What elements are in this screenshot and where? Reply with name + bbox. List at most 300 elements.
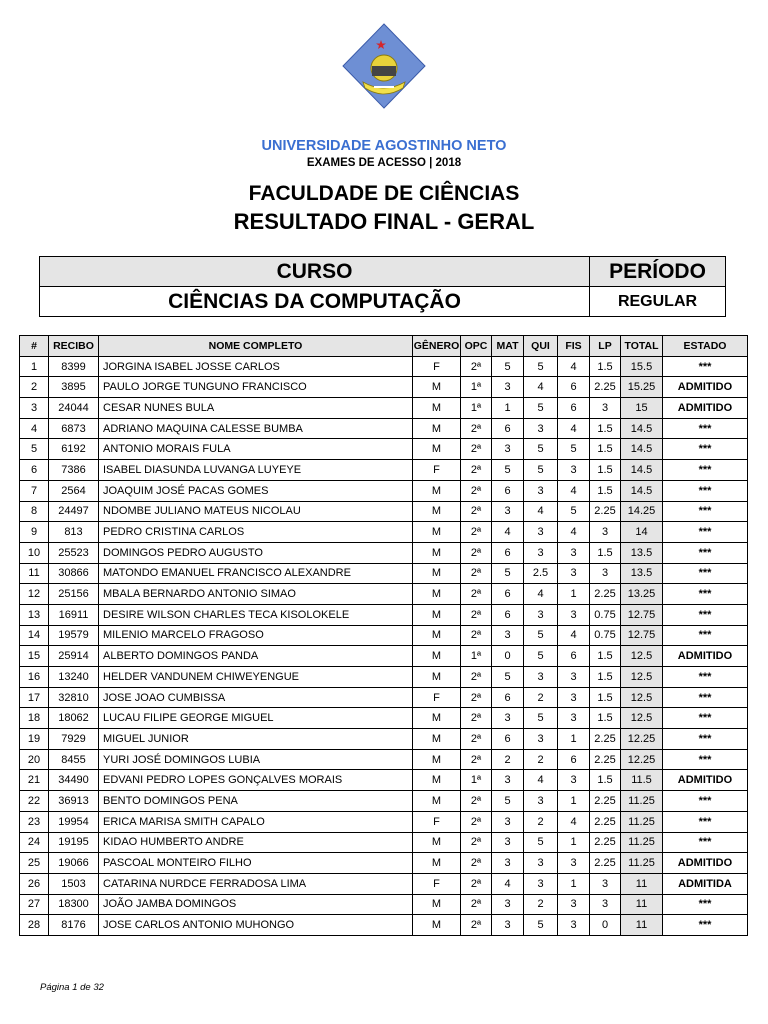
cell-recibo: 19579 (49, 625, 99, 646)
cell-genero: M (413, 625, 461, 646)
cell-qui: 5 (524, 646, 558, 667)
cell-mat: 3 (492, 501, 524, 522)
cell-opc: 2ª (461, 729, 492, 750)
cell-total: 13.5 (621, 542, 663, 563)
cell-fis: 5 (558, 501, 590, 522)
cell-nome: MIGUEL JUNIOR (99, 729, 413, 750)
cell-genero: F (413, 687, 461, 708)
cell-mat: 3 (492, 811, 524, 832)
cell-nome: NDOMBE JULIANO MATEUS NICOLAU (99, 501, 413, 522)
cell-idx: 20 (20, 749, 49, 770)
cell-recibo: 1503 (49, 873, 99, 894)
cell-lp: 1.5 (590, 542, 621, 563)
cell-recibo: 19195 (49, 832, 99, 853)
cell-estado: ADMITIDA (663, 873, 748, 894)
cell-mat: 1 (492, 398, 524, 419)
cell-mat: 3 (492, 832, 524, 853)
cell-estado: *** (663, 687, 748, 708)
cell-genero: M (413, 398, 461, 419)
cell-estado: *** (663, 439, 748, 460)
cell-mat: 4 (492, 522, 524, 543)
table-row (20, 501, 748, 522)
cell-mat: 3 (492, 894, 524, 915)
cell-mat: 2 (492, 749, 524, 770)
cell-total: 14.5 (621, 480, 663, 501)
cell-idx: 19 (20, 729, 49, 750)
cell-recibo: 7386 (49, 460, 99, 481)
cell-recibo: 36913 (49, 791, 99, 812)
cell-opc: 2ª (461, 687, 492, 708)
cell-fis: 6 (558, 398, 590, 419)
cell-fis: 4 (558, 625, 590, 646)
cell-fis: 3 (558, 667, 590, 688)
cell-genero: F (413, 811, 461, 832)
cell-genero: M (413, 584, 461, 605)
cell-genero: M (413, 667, 461, 688)
cell-estado: *** (663, 791, 748, 812)
table-header-row (20, 336, 748, 357)
cell-genero: M (413, 832, 461, 853)
cell-lp: 1.5 (590, 667, 621, 688)
table-row (20, 646, 748, 667)
cell-nome: LUCAU FILIPE GEORGE MIGUEL (99, 708, 413, 729)
cell-genero: M (413, 501, 461, 522)
cell-nome: DESIRE WILSON CHARLES TECA KISOLOKELE (99, 604, 413, 625)
cell-recibo: 8176 (49, 915, 99, 936)
cell-recibo: 24044 (49, 398, 99, 419)
cell-opc: 2ª (461, 418, 492, 439)
cell-mat: 5 (492, 667, 524, 688)
cell-nome: PAULO JORGE TUNGUNO FRANCISCO (99, 377, 413, 398)
cell-lp: 0.75 (590, 625, 621, 646)
cell-lp: 1.5 (590, 687, 621, 708)
cell-estado: *** (663, 832, 748, 853)
exam-title: EXAMES DE ACESSO | 2018 (306, 157, 462, 169)
cell-mat: 3 (492, 708, 524, 729)
cell-nome: JORGINA ISABEL JOSSE CARLOS (99, 356, 413, 377)
cell-qui: 5 (524, 460, 558, 481)
cell-genero: M (413, 522, 461, 543)
cell-recibo: 6192 (49, 439, 99, 460)
cell-fis: 4 (558, 480, 590, 501)
cell-nome: JOÃO JAMBA DOMINGOS (99, 894, 413, 915)
cell-mat: 6 (492, 480, 524, 501)
cell-genero: M (413, 708, 461, 729)
cell-recibo: 30866 (49, 563, 99, 584)
cell-nome: MILENIO MARCELO FRAGOSO (99, 625, 413, 646)
cell-estado: *** (663, 894, 748, 915)
cell-estado: *** (663, 460, 748, 481)
cell-recibo: 2564 (49, 480, 99, 501)
cell-nome: JOAQUIM JOSÉ PACAS GOMES (99, 480, 413, 501)
cell-estado: ADMITIDO (663, 377, 748, 398)
cell-fis: 6 (558, 749, 590, 770)
table-row (20, 439, 748, 460)
cell-total: 12.25 (621, 729, 663, 750)
cell-idx: 16 (20, 667, 49, 688)
cell-fis: 3 (558, 770, 590, 791)
cell-qui: 5 (524, 398, 558, 419)
cell-fis: 3 (558, 687, 590, 708)
table-row (20, 853, 748, 874)
cell-genero: M (413, 894, 461, 915)
cell-opc: 2ª (461, 439, 492, 460)
cell-qui: 5 (524, 915, 558, 936)
cell-mat: 3 (492, 770, 524, 791)
cell-idx: 27 (20, 894, 49, 915)
cell-idx: 3 (20, 398, 49, 419)
cell-total: 14.5 (621, 418, 663, 439)
cell-opc: 2ª (461, 480, 492, 501)
cell-total: 15.5 (621, 356, 663, 377)
cell-fis: 1 (558, 873, 590, 894)
col-header-recibo: RECIBO (49, 336, 99, 357)
cell-mat: 6 (492, 418, 524, 439)
cell-total: 14 (621, 522, 663, 543)
cell-genero: F (413, 356, 461, 377)
cell-idx: 10 (20, 542, 49, 563)
cell-nome: PASCOAL MONTEIRO FILHO (99, 853, 413, 874)
cell-opc: 2ª (461, 356, 492, 377)
cell-lp: 1.5 (590, 770, 621, 791)
cell-opc: 2ª (461, 894, 492, 915)
cell-fis: 3 (558, 708, 590, 729)
cell-opc: 1ª (461, 377, 492, 398)
cell-total: 11 (621, 873, 663, 894)
cell-nome: MATONDO EMANUEL FRANCISCO ALEXANDRE (99, 563, 413, 584)
table-row (20, 667, 748, 688)
cell-mat: 6 (492, 687, 524, 708)
cell-fis: 1 (558, 729, 590, 750)
cell-estado: *** (663, 356, 748, 377)
cell-idx: 9 (20, 522, 49, 543)
cell-opc: 2ª (461, 604, 492, 625)
cell-genero: F (413, 460, 461, 481)
cell-qui: 3 (524, 853, 558, 874)
cell-qui: 2 (524, 894, 558, 915)
cell-estado: ADMITIDO (663, 646, 748, 667)
curso-value: CIÊNCIAS DA COMPUTAÇÃO (40, 287, 590, 316)
table-row (20, 770, 748, 791)
cell-estado: *** (663, 584, 748, 605)
cell-recibo: 6873 (49, 418, 99, 439)
cell-total: 12.75 (621, 604, 663, 625)
cell-total: 11 (621, 915, 663, 936)
cell-opc: 2ª (461, 625, 492, 646)
cell-lp: 2.25 (590, 811, 621, 832)
cell-mat: 6 (492, 542, 524, 563)
cell-genero: M (413, 749, 461, 770)
cell-opc: 1ª (461, 646, 492, 667)
cell-fis: 3 (558, 563, 590, 584)
cell-fis: 3 (558, 915, 590, 936)
cell-estado: *** (663, 563, 748, 584)
col-header-index: # (20, 336, 49, 357)
table-row (20, 604, 748, 625)
cell-total: 13.5 (621, 563, 663, 584)
cell-estado: ADMITIDO (663, 398, 748, 419)
cell-opc: 1ª (461, 770, 492, 791)
cell-qui: 2.5 (524, 563, 558, 584)
col-header-estado: ESTADO (663, 336, 748, 357)
col-header-opc: OPC (461, 336, 492, 357)
cell-lp: 1.5 (590, 708, 621, 729)
cell-idx: 25 (20, 853, 49, 874)
cell-qui: 3 (524, 522, 558, 543)
cell-fis: 3 (558, 853, 590, 874)
cell-fis: 1 (558, 584, 590, 605)
cell-opc: 1ª (461, 398, 492, 419)
cell-nome: JOSE JOAO CUMBISSA (99, 687, 413, 708)
cell-genero: M (413, 729, 461, 750)
table-row (20, 625, 748, 646)
cell-lp: 1.5 (590, 646, 621, 667)
cell-lp: 2.25 (590, 377, 621, 398)
cell-estado: *** (663, 542, 748, 563)
cell-idx: 2 (20, 377, 49, 398)
cell-recibo: 34490 (49, 770, 99, 791)
table-row (20, 749, 748, 770)
cell-idx: 28 (20, 915, 49, 936)
col-header-lp: LP (590, 336, 621, 357)
cell-estado: *** (663, 667, 748, 688)
cell-opc: 2ª (461, 853, 492, 874)
results-table (19, 335, 748, 936)
cell-total: 11.25 (621, 811, 663, 832)
table-row (20, 522, 748, 543)
cell-qui: 3 (524, 418, 558, 439)
periodo-label: PERÍODO (609, 259, 706, 283)
cell-qui: 2 (524, 687, 558, 708)
cell-lp: 2.25 (590, 584, 621, 605)
table-row (20, 873, 748, 894)
table-row (20, 356, 748, 377)
cell-lp: 2.25 (590, 729, 621, 750)
cell-qui: 3 (524, 873, 558, 894)
cell-genero: M (413, 646, 461, 667)
cell-estado: *** (663, 729, 748, 750)
cell-total: 11.25 (621, 853, 663, 874)
cell-nome: EDVANI PEDRO LOPES GONÇALVES MORAIS (99, 770, 413, 791)
result-title: RESULTADO FINAL - GERAL (233, 209, 535, 234)
faculty-name: FACULDADE DE CIÊNCIAS (248, 182, 520, 205)
cell-lp: 3 (590, 522, 621, 543)
table-row (20, 418, 748, 439)
cell-recibo: 13240 (49, 667, 99, 688)
cell-estado: *** (663, 625, 748, 646)
cell-fis: 5 (558, 439, 590, 460)
cell-estado: *** (663, 915, 748, 936)
cell-idx: 11 (20, 563, 49, 584)
table-row (20, 398, 748, 419)
cell-idx: 21 (20, 770, 49, 791)
cell-total: 12.5 (621, 646, 663, 667)
cell-recibo: 8399 (49, 356, 99, 377)
cell-recibo: 16911 (49, 604, 99, 625)
cell-nome: ADRIANO MAQUINA CALESSE BUMBA (99, 418, 413, 439)
table-row (20, 811, 748, 832)
cell-mat: 3 (492, 377, 524, 398)
cell-fis: 3 (558, 894, 590, 915)
cell-lp: 1.5 (590, 356, 621, 377)
cell-recibo: 813 (49, 522, 99, 543)
cell-opc: 2ª (461, 667, 492, 688)
col-header-total: TOTAL (621, 336, 663, 357)
cell-total: 11.5 (621, 770, 663, 791)
cell-idx: 7 (20, 480, 49, 501)
table-row (20, 460, 748, 481)
cell-qui: 3 (524, 667, 558, 688)
cell-fis: 4 (558, 522, 590, 543)
cell-fis: 6 (558, 646, 590, 667)
cell-recibo: 25156 (49, 584, 99, 605)
cell-total: 11 (621, 894, 663, 915)
cell-fis: 1 (558, 791, 590, 812)
table-row (20, 584, 748, 605)
cell-nome: PEDRO CRISTINA CARLOS (99, 522, 413, 543)
cell-lp: 0 (590, 915, 621, 936)
cell-genero: M (413, 542, 461, 563)
cell-nome: CATARINA NURDCE FERRADOSA LIMA (99, 873, 413, 894)
cell-mat: 3 (492, 625, 524, 646)
cell-total: 11.25 (621, 791, 663, 812)
cell-genero: M (413, 480, 461, 501)
cell-lp: 1.5 (590, 460, 621, 481)
cell-mat: 5 (492, 356, 524, 377)
cell-lp: 3 (590, 894, 621, 915)
university-name: UNIVERSIDADE AGOSTINHO NETO (261, 138, 507, 154)
cell-qui: 4 (524, 377, 558, 398)
cell-estado: *** (663, 522, 748, 543)
cell-idx: 12 (20, 584, 49, 605)
page-number: Página 1 de 32 (40, 982, 104, 993)
cell-total: 14.5 (621, 439, 663, 460)
cell-genero: M (413, 770, 461, 791)
cell-total: 15.25 (621, 377, 663, 398)
cell-mat: 4 (492, 873, 524, 894)
cell-fis: 4 (558, 356, 590, 377)
curso-label: CURSO (40, 257, 590, 286)
university-logo (341, 22, 427, 112)
cell-genero: M (413, 563, 461, 584)
cell-estado: *** (663, 604, 748, 625)
cell-nome: ISABEL DIASUNDA LUVANGA LUYEYE (99, 460, 413, 481)
cell-opc: 2ª (461, 749, 492, 770)
cell-opc: 2ª (461, 832, 492, 853)
cell-qui: 4 (524, 584, 558, 605)
cell-qui: 3 (524, 542, 558, 563)
cell-recibo: 32810 (49, 687, 99, 708)
cell-fis: 3 (558, 460, 590, 481)
cell-qui: 2 (524, 811, 558, 832)
col-header-nome: NOME COMPLETO (99, 336, 413, 357)
cell-lp: 1.5 (590, 480, 621, 501)
cell-opc: 2ª (461, 563, 492, 584)
cell-lp: 0.75 (590, 604, 621, 625)
cell-fis: 3 (558, 604, 590, 625)
cell-genero: M (413, 377, 461, 398)
cell-mat: 3 (492, 915, 524, 936)
cell-lp: 2.25 (590, 853, 621, 874)
cell-recibo: 25914 (49, 646, 99, 667)
cell-recibo: 24497 (49, 501, 99, 522)
cell-mat: 6 (492, 584, 524, 605)
cell-qui: 3 (524, 729, 558, 750)
cell-total: 14.5 (621, 460, 663, 481)
cell-qui: 3 (524, 480, 558, 501)
cell-mat: 5 (492, 563, 524, 584)
cell-recibo: 18300 (49, 894, 99, 915)
cell-idx: 23 (20, 811, 49, 832)
cell-mat: 5 (492, 791, 524, 812)
table-row (20, 377, 748, 398)
cell-qui: 5 (524, 356, 558, 377)
cell-genero: M (413, 915, 461, 936)
cell-idx: 22 (20, 791, 49, 812)
col-header-genero: GÊNERO (413, 336, 461, 357)
cell-qui: 4 (524, 770, 558, 791)
cell-idx: 5 (20, 439, 49, 460)
cell-qui: 5 (524, 708, 558, 729)
cell-fis: 4 (558, 811, 590, 832)
cell-total: 12.25 (621, 749, 663, 770)
cell-recibo: 7929 (49, 729, 99, 750)
cell-mat: 5 (492, 460, 524, 481)
cell-nome: YURI JOSÉ DOMINGOS LUBIA (99, 749, 413, 770)
cell-nome: CESAR NUNES BULA (99, 398, 413, 419)
cell-qui: 3 (524, 791, 558, 812)
table-row (20, 687, 748, 708)
table-row (20, 894, 748, 915)
cell-idx: 8 (20, 501, 49, 522)
cell-opc: 2ª (461, 522, 492, 543)
cell-recibo: 19954 (49, 811, 99, 832)
cell-recibo: 8455 (49, 749, 99, 770)
col-header-qui: QUI (524, 336, 558, 357)
cell-total: 12.5 (621, 687, 663, 708)
cell-nome: BENTO DOMINGOS PENA (99, 791, 413, 812)
cell-estado: *** (663, 418, 748, 439)
cell-mat: 6 (492, 729, 524, 750)
cell-estado: *** (663, 480, 748, 501)
cell-nome: ERICA MARISA SMITH CAPALO (99, 811, 413, 832)
cell-estado: ADMITIDO (663, 853, 748, 874)
cell-idx: 14 (20, 625, 49, 646)
cell-estado: *** (663, 708, 748, 729)
cell-opc: 2ª (461, 542, 492, 563)
cell-idx: 18 (20, 708, 49, 729)
cell-lp: 3 (590, 873, 621, 894)
cell-genero: M (413, 791, 461, 812)
cell-recibo: 18062 (49, 708, 99, 729)
cell-total: 13.25 (621, 584, 663, 605)
cell-opc: 2ª (461, 708, 492, 729)
cell-nome: JOSE CARLOS ANTONIO MUHONGO (99, 915, 413, 936)
cell-genero: M (413, 418, 461, 439)
cell-idx: 13 (20, 604, 49, 625)
cell-nome: KIDAO HUMBERTO ANDRE (99, 832, 413, 853)
cell-nome: ALBERTO DOMINGOS PANDA (99, 646, 413, 667)
cell-total: 15 (621, 398, 663, 419)
cell-estado: *** (663, 811, 748, 832)
cell-lp: 1.5 (590, 439, 621, 460)
table-row (20, 480, 748, 501)
table-row (20, 915, 748, 936)
cell-mat: 6 (492, 604, 524, 625)
cell-mat: 0 (492, 646, 524, 667)
col-header-mat: MAT (492, 336, 524, 357)
cell-genero: F (413, 873, 461, 894)
